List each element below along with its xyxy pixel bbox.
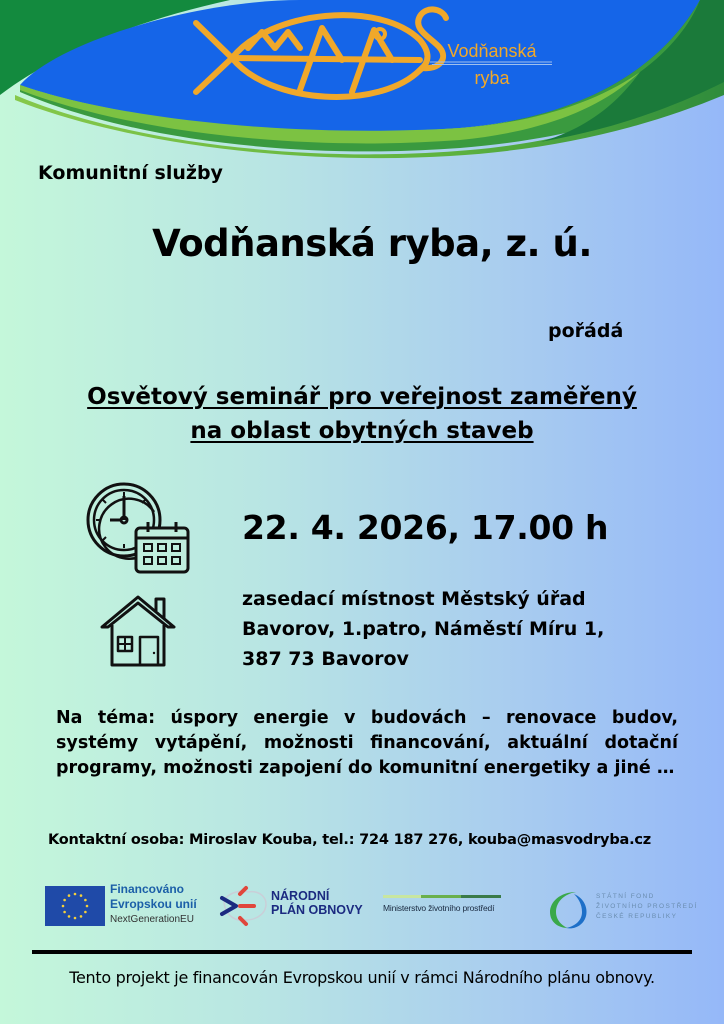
ministry-color-bars (383, 895, 503, 898)
organizes-label: pořádá (548, 320, 624, 342)
footer-divider (32, 950, 692, 954)
logo-wordmark (432, 40, 552, 89)
sfzp-logo-icon (546, 888, 590, 936)
footer-funding-note: Tento projekt je financován Evropskou unií v rámci Národního plánu obnovy. (69, 968, 655, 987)
eu-line3: NextGenerationEU (110, 914, 194, 925)
eu-flag-icon (45, 886, 105, 926)
event-datetime: 22. 4. 2026, 17.00 h (242, 508, 609, 547)
contact-person: Kontaktní osoba: Miroslav Kouba, tel.: 724 187 276, kouba@masvodryba.cz (48, 832, 652, 848)
sfzp-text (596, 892, 698, 922)
address-line1: zasedací místnost Městský úřad (242, 588, 586, 610)
npo-line1: NÁRODNÍ (271, 889, 330, 903)
sfzp-line1: STÁTNÍ FOND (596, 893, 655, 900)
organizer-title: Vodňanská ryba, z. ú. (152, 222, 592, 265)
category-label: Komunitní služby (38, 162, 223, 184)
eu-line2: Evropskou unií (110, 897, 197, 911)
npo-line2: PLÁN OBNOVY (271, 903, 363, 917)
eu-funding-text (110, 882, 197, 927)
npo-logo-icon (218, 884, 270, 932)
address-line2: Bavorov, 1.patro, Náměstí Míru 1, (242, 618, 605, 640)
sfzp-line2: ŽIVOTNÍHO PROSTŘEDÍ (596, 903, 698, 910)
ministry-environment-logo (383, 895, 503, 913)
header-wave-graphic (0, 0, 724, 160)
house-icon (100, 595, 176, 671)
clock-calendar-icon (86, 482, 196, 578)
logo-name-line1: Vodňanská (432, 40, 552, 65)
address-line3: 387 73 Bavorov (242, 648, 409, 670)
seminar-title (0, 380, 724, 448)
eu-line1: Financováno (110, 882, 185, 896)
event-address (242, 584, 662, 674)
ministry-text: Ministerstvo životního prostředí (383, 903, 495, 913)
seminar-topics: Na téma: úspory energie v budovách – renovace budov, systémy vytápění, možnosti financování, aktuální dotační programy, možnosti zapojení do komunitní energetiky a jiné … (56, 708, 678, 778)
header-banner (0, 0, 724, 160)
seminar-title-line1: Osvětový seminář pro veřejnost zaměřený (87, 384, 637, 410)
sponsor-logos (0, 880, 724, 936)
seminar-title-line2: na oblast obytných staveb (190, 418, 534, 444)
logo-name-line2: ryba (474, 68, 510, 88)
npo-text (271, 889, 363, 917)
sfzp-line3: ČESKÉ REPUBLIKY (596, 913, 678, 920)
